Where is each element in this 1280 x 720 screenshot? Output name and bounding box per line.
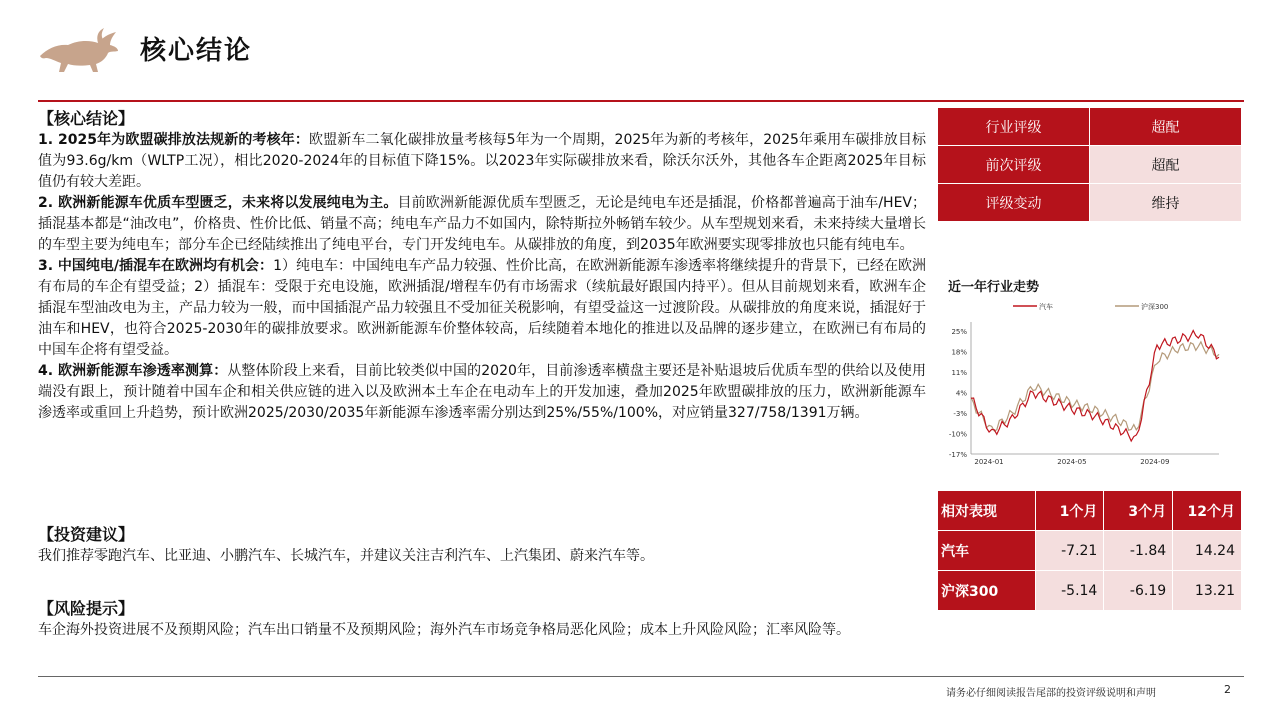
performance-row-name: 汽车 — [938, 531, 1036, 571]
performance-header-3m: 3个月 — [1104, 491, 1173, 531]
performance-row — [938, 571, 1242, 611]
y-tick-label: -10% — [948, 430, 967, 439]
performance-cell: -1.84 — [1104, 531, 1173, 571]
page-title: 核心结论 — [140, 36, 253, 66]
trend-chart-title: 近一年行业走势 — [948, 280, 1040, 295]
point-2-text: 目前欧洲新能源优质车型匮乏，无论是纯电车还是插混，价格都普遍高于油车/HEV；插混基本都是“油改电”，价格贵、性价比低、销量不高；纯电车产品力不如国内，除特斯拉外畅销车较少。从车型规划来看，未来持续大量增长的车型主要为纯电车；部分车企已经陆续推出了纯电平台，专门开发纯电车。从碳排放的角度，到2035年欧洲要实现零排放也只能有纯电车。 — [38, 195, 927, 253]
main-content — [38, 108, 927, 638]
legend-label: 沪深300 — [1141, 303, 1169, 311]
rating-row — [938, 108, 1242, 146]
conclusion-section — [38, 108, 926, 424]
series-line-hs300 — [971, 342, 1219, 431]
performance-header-12m: 12个月 — [1173, 491, 1242, 531]
performance-cell: -5.14 — [1035, 571, 1104, 611]
performance-header-1m: 1个月 — [1035, 491, 1104, 531]
rating-label: 前次评级 — [938, 146, 1090, 184]
rating-value: 超配 — [1090, 146, 1242, 184]
performance-cell: 13.21 — [1173, 571, 1242, 611]
x-tick-label: 2024-05 — [1057, 458, 1087, 466]
performance-header-label: 相对表现 — [938, 491, 1036, 531]
trend-chart — [937, 296, 1237, 474]
risk-section — [38, 598, 926, 641]
series-line-auto — [971, 331, 1219, 442]
y-tick-label: 18% — [951, 348, 967, 357]
rating-label: 行业评级 — [938, 108, 1090, 146]
point-2-title: 2. 欧洲新能源车优质车型匮乏，未来将以发展纯电为主。 — [38, 195, 398, 211]
bottom-divider — [38, 676, 1244, 677]
y-tick-label: -17% — [948, 451, 967, 459]
rating-label: 评级变动 — [938, 184, 1090, 222]
point-4-text: 从整体阶段上来看，目前比较类似中国的2020年，目前渗透率横盘主要还是补贴退坡后优质车型的供给以及使用端没有跟上，预计随着中国车企和相关供应链的进入以及欧洲本土车企在电动车上的开发加速，叠加2025年欧盟碳排放的压力，欧洲新能源车渗透率或重回上升趋势，预计欧洲2025/2030/2035年新能源车渗透率需分别达到25%/55%/100%，对应销量327/758/1391万辆。 — [38, 363, 926, 421]
x-tick-label: 2024-01 — [974, 458, 1004, 466]
investment-heading: 【投资建议】 — [38, 525, 135, 544]
y-tick-label: 4% — [955, 389, 967, 398]
rating-table — [937, 107, 1242, 222]
y-tick-label: -3% — [953, 409, 967, 418]
investment-section — [38, 524, 926, 567]
footer-disclaimer: 请务必仔细阅读报告尾部的投资评级说明和声明 — [946, 688, 1156, 699]
page-number: 2 — [1224, 683, 1231, 696]
performance-row — [938, 531, 1242, 571]
rating-value: 超配 — [1090, 108, 1242, 146]
performance-cell: -6.19 — [1104, 571, 1173, 611]
conclusion-point-2 — [38, 193, 926, 256]
x-tick-label: 2024-09 — [1140, 458, 1170, 466]
risk-heading: 【风险提示】 — [38, 599, 135, 618]
y-tick-label: 25% — [951, 327, 967, 336]
point-4-title: 4. 欧洲新能源车渗透率测算： — [38, 363, 228, 379]
conclusion-point-4 — [38, 361, 926, 424]
point-3-title: 3. 中国纯电/插混车在欧洲均有机会： — [38, 258, 274, 274]
performance-cell: 14.24 — [1173, 531, 1242, 571]
risk-text: 车企海外投资进展不及预期风险；汽车出口销量不及预期风险；海外汽车市场竞争格局恶化风险；成本上升风险风险；汇率风险等。 — [38, 622, 850, 638]
performance-row-name: 沪深300 — [938, 571, 1036, 611]
top-divider — [38, 100, 1244, 102]
rating-value: 维持 — [1090, 184, 1242, 222]
rating-row — [938, 184, 1242, 222]
rating-row — [938, 146, 1242, 184]
point-3-text: 1）纯电车：中国纯电车产品力较强、性价比高，在欧洲新能源车渗透率将继续提升的背景下，已经在欧洲有布局的车企有望受益；2）插混车：受限于充电设施，欧洲插混/增程车仍有市场需求（续航最好跟国内持平）。但从目前规划来看，欧洲车企插混车型油改电为主，产品力较为一般，而中国插混产品力较强且不受加征关税影响，有望受益这一过渡阶段。从碳排放的角度来说，插混好于油车和HEV，也符合2025-2030年的碳排放要求。欧洲新能源车价整体较高，后续随着本地化的推进以及品牌的逐步建立，在欧洲已有布局的中国车企将有望受益。 — [38, 258, 927, 358]
conclusion-point-3 — [38, 256, 926, 361]
conclusion-heading: 【核心结论】 — [38, 109, 135, 128]
point-1-text: 欧盟新车二氧化碳排放量考核每5年为一个周期，2025年为新的考核年，2025年乘用车碳排放目标值为93.6g/km（WLTP工况），相比2020-2024年的目标值下降15%。以2023年实际碳排放来看，除沃尔沃外，其他各车企距离2025年目标值仍有较大差距。 — [38, 132, 926, 190]
point-1-title: 1. 2025年为欧盟碳排放法规新的考核年： — [38, 132, 309, 148]
y-tick-label: 11% — [951, 368, 967, 377]
investment-text: 我们推荐零跑汽车、比亚迪、小鹏汽车、长城汽车，并建议关注吉利汽车、上汽集团、蔚来汽车等。 — [38, 548, 654, 564]
performance-header-row — [938, 491, 1242, 531]
bull-logo-icon — [38, 26, 120, 74]
performance-table — [937, 490, 1242, 611]
conclusion-point-1 — [38, 130, 926, 193]
performance-cell: -7.21 — [1035, 531, 1104, 571]
legend-label: 汽车 — [1039, 303, 1053, 311]
